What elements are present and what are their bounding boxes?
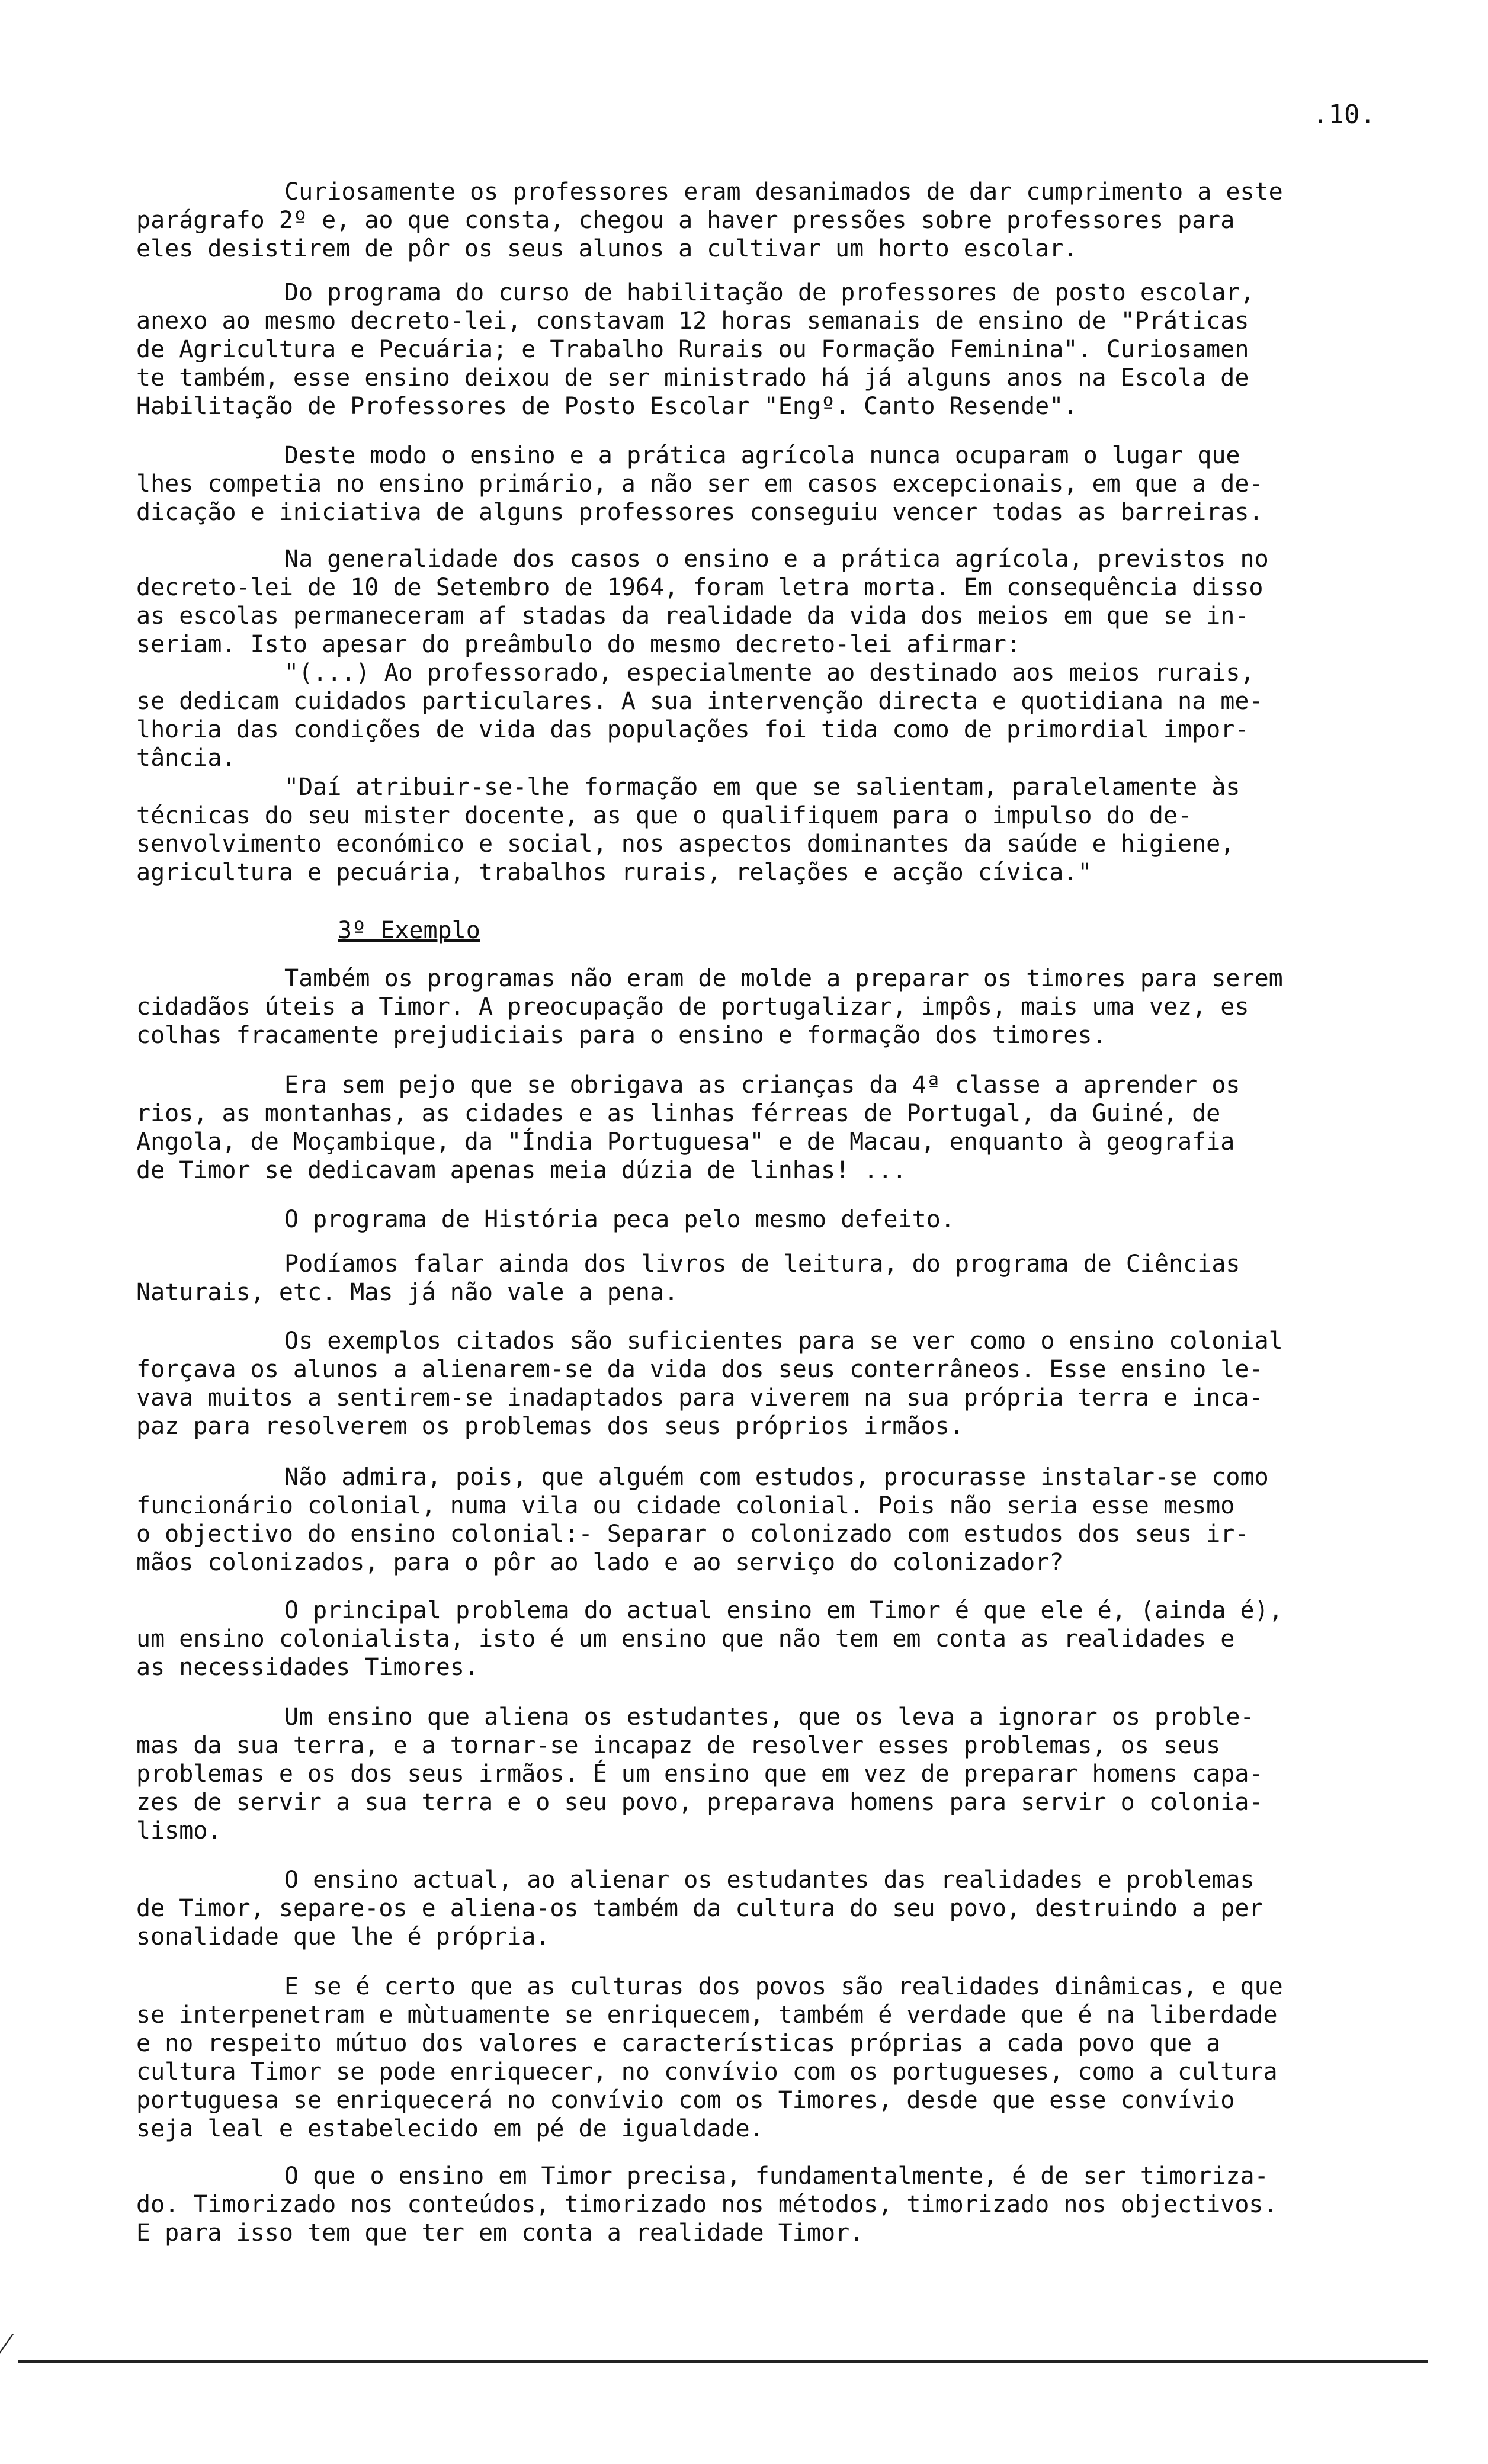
- paragraph: [136, 545, 1410, 659]
- text-line: Deste modo o ensino e a prática agrícola nunca ocuparam o lugar que: [284, 442, 1240, 469]
- paragraph: [136, 441, 1410, 527]
- text-line: E se é certo que as culturas dos povos são realidades dinâmicas, e que: [284, 1973, 1283, 2000]
- quote-paragraph: [136, 659, 1410, 772]
- paragraph: [136, 178, 1410, 263]
- text-line: Também os programas não eram de molde a preparar os timores para serem: [284, 965, 1283, 992]
- text-line: lismo.: [136, 1817, 222, 1844]
- text-line: Podíamos falar ainda dos livros de leitura, do programa de Ciências: [284, 1250, 1240, 1278]
- text-line: colhas fracamente prejudiciais para o ensino e formação dos timores.: [136, 1022, 1107, 1049]
- text-line: O ensino actual, ao alienar os estudantes das realidades e problemas: [284, 1866, 1255, 1894]
- paragraph: [136, 1463, 1410, 1577]
- text-line: Os exemplos citados são suficientes para se ver como o ensino colonial: [284, 1327, 1283, 1355]
- text-line: se interpenetram e mùtuamente se enriquecem, também é verdade que é na liberdade: [136, 2001, 1278, 2029]
- paragraph: [136, 1703, 1410, 1845]
- text-line: problemas e os dos seus irmãos. É um ensino que em vez de preparar homens capa-: [136, 1760, 1263, 1788]
- text-line: mãos colonizados, para o pôr ao lado e ao serviço do colonizador?: [136, 1549, 1064, 1576]
- corner-mark: [0, 2334, 38, 2360]
- text-line: de Agricultura e Pecuária; e Trabalho Rurais ou Formação Feminina". Curiosamen: [136, 336, 1249, 363]
- text-line: seriam. Isto apesar do preâmbulo do mesmo decreto-lei afirmar:: [136, 631, 1021, 658]
- text-line: anexo ao mesmo decreto-lei, constavam 12 horas semanais de ensino de "Práticas: [136, 307, 1249, 335]
- text-line: cultura Timor se pode enriquecer, no convívio com os portugueses, como a cultura: [136, 2058, 1278, 2086]
- text-line: zes de servir a sua terra e o seu povo, preparava homens para servir o colonia-: [136, 1789, 1263, 1816]
- text-line: lhoria das condições de vida das populações foi tida como de primordial impor-: [136, 716, 1249, 743]
- text-line: dicação e iniciativa de alguns professores conseguiu vencer todas as barreiras.: [136, 499, 1263, 526]
- paragraph: [136, 1866, 1410, 1951]
- text-line: Curiosamente os professores eram desanimados de dar cumprimento a este: [284, 178, 1283, 206]
- text-line: "(...) Ao professorado, especialmente ao destinado aos meios rurais,: [284, 659, 1255, 686]
- text-line: de Timor se dedicavam apenas meia dúzia de linhas! ...: [136, 1157, 907, 1184]
- text-line: portuguesa se enriquecerá no convívio com os Timores, desde que esse convívio: [136, 2087, 1235, 2114]
- text-line: o objectivo do ensino colonial:- Separar o colonizado com estudos dos seus ir-: [136, 1520, 1249, 1548]
- text-line: se dedicam cuidados particulares. A sua intervenção directa e quotidiana na me-: [136, 688, 1263, 715]
- text-line: O programa de História peca pelo mesmo defeito.: [284, 1206, 955, 1233]
- text-line: sonalidade que lhe é própria.: [136, 1923, 550, 1950]
- text-line: Um ensino que aliena os estudantes, que os leva a ignorar os proble-: [284, 1703, 1255, 1731]
- text-line: E para isso tem que ter em conta a realidade Timor.: [136, 2219, 864, 2247]
- paragraph: [136, 1071, 1410, 1185]
- text-line: O que o ensino em Timor precisa, fundamentalmente, é de ser timoriza-: [284, 2163, 1269, 2190]
- text-line: seja leal e estabelecido em pé de igualdade.: [136, 2115, 764, 2142]
- text-line: forçava os alunos a alienarem-se da vida dos seus conterrâneos. Esse ensino le-: [136, 1356, 1263, 1383]
- text-line: parágrafo 2º e, ao que consta, chegou a haver pressões sobre professores para: [136, 207, 1235, 234]
- page-number: .10.: [1313, 100, 1375, 130]
- text-line: um ensino colonialista, isto é um ensino que não tem em conta as realidades e: [136, 1625, 1235, 1653]
- paragraph: [136, 1250, 1410, 1307]
- text-line: cidadãos úteis a Timor. A preocupação de portugalizar, impôs, mais uma vez, es: [136, 993, 1249, 1021]
- text-line: decreto-lei de 10 de Setembro de 1964, foram letra morta. Em consequência disso: [136, 574, 1263, 601]
- text-line: Angola, de Moçambique, da "Índia Portuguesa" e de Macau, enquanto à geografia: [136, 1128, 1235, 1156]
- text-line: mas da sua terra, e a tornar-se incapaz de resolver esses problemas, os seus: [136, 1732, 1221, 1759]
- text-line: te também, esse ensino deixou de ser ministrado há já alguns anos na Escola de: [136, 364, 1249, 392]
- paragraph: [136, 2162, 1410, 2247]
- text-line: e no respeito mútuo dos valores e características próprias a cada povo que a: [136, 2030, 1221, 2057]
- text-line: senvolvimento económico e social, nos aspectos dominantes da saúde e higiene,: [136, 830, 1235, 858]
- section-heading: 3º Exemplo: [338, 917, 480, 944]
- paragraph: [136, 1596, 1410, 1682]
- text-line: Na generalidade dos casos o ensino e a prática agrícola, previstos no: [284, 546, 1269, 573]
- text-line: paz para resolverem os problemas dos seus próprios irmãos.: [136, 1413, 964, 1440]
- text-line: técnicas do seu mister docente, as que o qualifiquem para o impulso do de-: [136, 802, 1192, 829]
- paragraph: [136, 1327, 1410, 1440]
- paragraph: [136, 964, 1410, 1050]
- text-line: Naturais, etc. Mas já não vale a pena.: [136, 1279, 679, 1306]
- text-line: agricultura e pecuária, trabalhos rurais, relações e acção cívica.": [136, 859, 1092, 886]
- text-line: rios, as montanhas, as cidades e as linhas férreas de Portugal, da Guiné, de: [136, 1100, 1221, 1127]
- paragraph: [136, 1972, 1410, 2143]
- quote-paragraph: [136, 773, 1410, 887]
- text-line: lhes competia no ensino primário, a não ser em casos excepcionais, em que a de-: [136, 470, 1263, 498]
- text-line: Habilitação de Professores de Posto Escolar "Engº. Canto Resende".: [136, 393, 1078, 420]
- text-line: "Daí atribuir-se-lhe formação em que se salientam, paralelamente às: [284, 774, 1240, 801]
- text-line: Era sem pejo que se obrigava as crianças da 4ª classe a aprender os: [284, 1071, 1240, 1099]
- text-line: funcionário colonial, numa vila ou cidade colonial. Pois não seria esse mesmo: [136, 1492, 1235, 1519]
- paragraph: [136, 1205, 1410, 1234]
- text-line: vava muitos a sentirem-se inadaptados para viverem na sua própria terra e inca-: [136, 1384, 1263, 1411]
- text-line: eles desistirem de pôr os seus alunos a cultivar um horto escolar.: [136, 235, 1078, 262]
- text-line: O principal problema do actual ensino em Timor é que ele é, (ainda é),: [284, 1597, 1283, 1624]
- bottom-rule: [18, 2360, 1428, 2363]
- text-line: as escolas permaneceram af stadas da realidade da vida dos meios em que se in-: [136, 602, 1249, 630]
- paragraph: [136, 278, 1410, 421]
- text-line: Não admira, pois, que alguém com estudos, procurasse instalar-se como: [284, 1464, 1269, 1491]
- text-line: as necessidades Timores.: [136, 1654, 479, 1681]
- text-line: de Timor, separe-os e aliena-os também da cultura do seu povo, destruindo a per: [136, 1895, 1263, 1922]
- text-line: Do programa do curso de habilitação de professores de posto escolar,: [284, 279, 1255, 306]
- text-line: tância.: [136, 745, 236, 772]
- text-line: do. Timorizado nos conteúdos, timorizado nos métodos, timorizado nos objectivos.: [136, 2191, 1278, 2218]
